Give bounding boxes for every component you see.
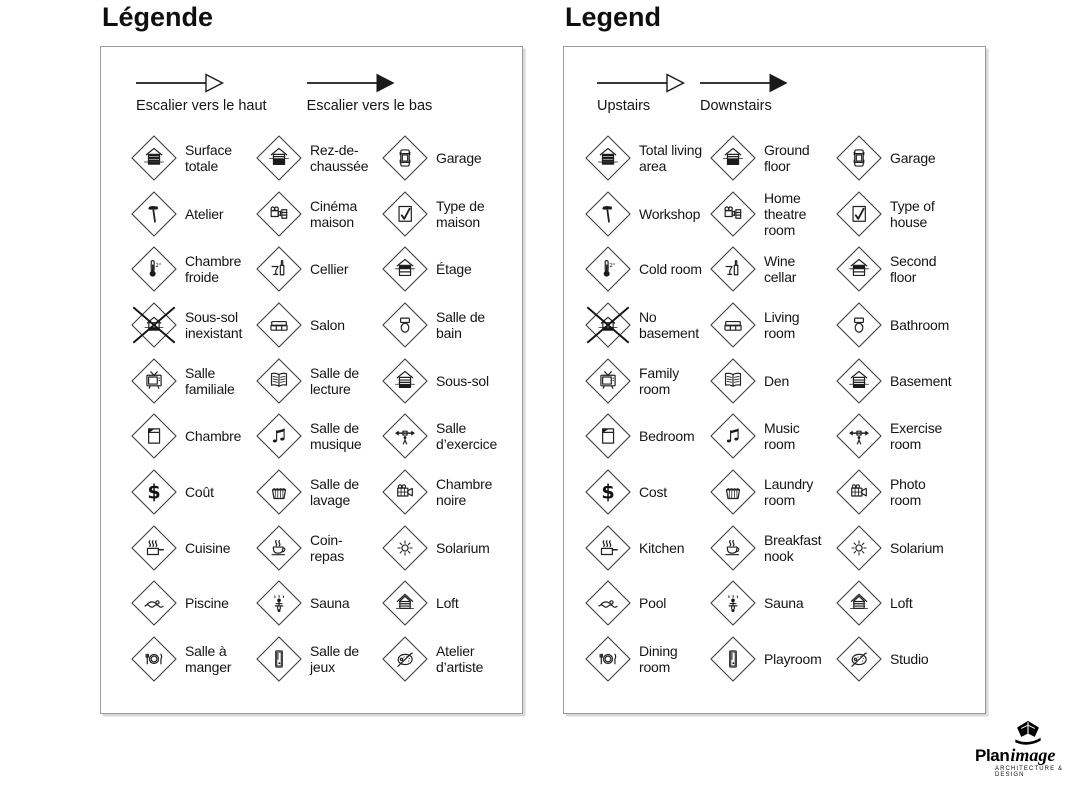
wine-cellar-icon xyxy=(710,246,756,292)
legend-item-label: Ground floor xyxy=(764,141,810,174)
legend-item xyxy=(836,246,956,292)
cold-room-icon xyxy=(585,246,631,292)
legend-item-label: Cuisine xyxy=(185,539,231,556)
legend-item-label: Studio xyxy=(890,651,929,668)
legend-item-label: Salle de musique xyxy=(310,420,362,453)
living-room-icon xyxy=(256,302,302,348)
legend-item-label: Pool xyxy=(639,595,667,612)
family-room-icon xyxy=(585,358,631,404)
second-floor-icon xyxy=(836,246,882,292)
logo-image-text: image xyxy=(1010,745,1056,765)
legend-item-label: Surface totale xyxy=(185,141,232,174)
total-living-area-icon xyxy=(131,135,177,181)
legend-item-label: Rez-de-chaussée xyxy=(310,141,369,174)
legend-item-label: Type of house xyxy=(890,197,935,230)
legend-item-label: Music room xyxy=(764,420,800,453)
legend-item xyxy=(131,246,256,292)
legend-item-label: Den xyxy=(764,372,790,389)
photo-room-icon xyxy=(382,469,428,515)
legend-item xyxy=(131,413,256,459)
legend-item-label: Dining room xyxy=(639,643,678,676)
home-theatre-icon xyxy=(710,191,756,237)
total-living-area-icon xyxy=(585,135,631,181)
legend-item xyxy=(382,246,502,292)
legend-item xyxy=(710,190,836,238)
legend-item-label: Atelier d’artiste xyxy=(436,643,484,676)
stairs-down-entry xyxy=(307,73,433,114)
playroom-icon xyxy=(256,636,302,682)
legend-item-label: Second floor xyxy=(890,253,937,286)
legend-item xyxy=(710,358,836,404)
legend-item-label: Sous-sol xyxy=(436,372,489,389)
legend-item xyxy=(836,358,956,404)
legend-item xyxy=(256,469,382,515)
legend-item-label: No basement xyxy=(639,308,699,341)
legend-item xyxy=(836,413,956,459)
page-title-english: Legend xyxy=(565,2,662,32)
legend-item xyxy=(836,469,956,515)
legend-item xyxy=(710,135,836,181)
legend-item xyxy=(382,469,502,515)
legend-item-label: Salle de lavage xyxy=(310,475,359,508)
legend-item xyxy=(382,358,502,404)
legend-item xyxy=(710,525,836,571)
legend-item xyxy=(710,302,836,348)
legend-item xyxy=(382,525,502,571)
legend-item-label: Solarium xyxy=(890,539,944,556)
legend-item xyxy=(131,191,256,237)
cost-icon xyxy=(585,469,631,515)
legend-item-label: Garage xyxy=(890,149,936,166)
home-theatre-icon xyxy=(256,191,302,237)
legend-item-label: Laundry room xyxy=(764,475,814,508)
legend-item-label: Atelier xyxy=(185,205,224,222)
legend-item-label: Salle de bain xyxy=(436,308,485,341)
type-of-house-icon xyxy=(382,191,428,237)
solarium-icon xyxy=(382,525,428,571)
stairs-up-label: Escalier vers le haut xyxy=(136,98,267,114)
legend-item-label: Salle familiale xyxy=(185,364,235,397)
pool-icon xyxy=(131,580,177,626)
legend-item xyxy=(131,358,256,404)
legend-item xyxy=(256,358,382,404)
ground-floor-icon xyxy=(710,135,756,181)
breakfast-nook-icon xyxy=(710,525,756,571)
legend-item-label: Salon xyxy=(310,316,345,333)
legend-item xyxy=(710,580,836,626)
legend-item xyxy=(256,636,382,682)
stairs-down-arrow-icon xyxy=(307,73,395,93)
sauna-icon xyxy=(710,580,756,626)
legend-item xyxy=(585,191,710,237)
basement-icon xyxy=(836,358,882,404)
legend-item xyxy=(836,135,956,181)
legend-item-label: Type de maison xyxy=(436,197,485,230)
legend-item xyxy=(836,525,956,571)
legend-item-label: Bathroom xyxy=(890,316,950,333)
cost-icon xyxy=(131,469,177,515)
legend-item xyxy=(256,302,382,348)
legend-item xyxy=(382,413,502,459)
legend-item xyxy=(710,469,836,515)
legend-item-label: Cost xyxy=(639,483,667,500)
planimage-wordmark xyxy=(975,747,1075,765)
legend-item-label: Salle d’exercice xyxy=(436,420,498,453)
logo-tagline: ARCHITECTURE & DESIGN xyxy=(995,766,1064,778)
legend-item-label: Coin-repas xyxy=(310,531,345,564)
living-room-icon xyxy=(710,302,756,348)
legend-panel-english xyxy=(563,46,986,714)
studio-icon xyxy=(382,636,428,682)
bathroom-icon xyxy=(382,302,428,348)
solarium-icon xyxy=(836,525,882,571)
legend-item-label: Cold room xyxy=(639,261,702,278)
stairs-up-arrow-icon xyxy=(136,73,224,93)
legend-item xyxy=(131,135,256,181)
legend-item-label: Workshop xyxy=(639,205,701,222)
legend-item xyxy=(836,580,956,626)
legend-item-label: Loft xyxy=(436,595,459,612)
legend-item-label: Cinéma maison xyxy=(310,197,358,230)
legend-item-label: Chambre froide xyxy=(185,253,242,286)
legend-item xyxy=(131,636,256,682)
legend-item-label: Living room xyxy=(764,308,800,341)
loft-icon xyxy=(836,580,882,626)
legend-item-label: Wine cellar xyxy=(764,253,797,286)
kitchen-icon xyxy=(585,525,631,571)
stair-arrow-key-french xyxy=(101,47,522,114)
logo-plan-text: Plan xyxy=(975,746,1010,765)
legend-item xyxy=(131,525,256,571)
legend-item-label: Solarium xyxy=(436,539,490,556)
legend-item xyxy=(836,302,956,348)
legend-item xyxy=(256,191,382,237)
legend-item-label: Étage xyxy=(436,261,472,278)
ground-floor-icon xyxy=(256,135,302,181)
legend-item xyxy=(256,413,382,459)
legend-item-label: Piscine xyxy=(185,595,229,612)
legend-item xyxy=(585,636,710,682)
bedroom-icon xyxy=(585,413,631,459)
legend-item-label: Family room xyxy=(639,364,680,397)
laundry-room-icon xyxy=(710,469,756,515)
legend-item xyxy=(131,302,256,348)
stairs-up-entry xyxy=(136,73,267,114)
legend-item xyxy=(131,580,256,626)
exercise-room-icon xyxy=(836,413,882,459)
legend-item xyxy=(382,636,502,682)
legend-item xyxy=(382,302,502,348)
stairs-down-arrow-icon xyxy=(700,73,788,93)
bathroom-icon xyxy=(836,302,882,348)
legend-item xyxy=(585,580,710,626)
legend-item-label: Garage xyxy=(436,149,482,166)
stairs-up-arrow-icon xyxy=(597,73,685,93)
icon-grid-english xyxy=(585,130,956,687)
no-basement-icon xyxy=(131,302,177,348)
loft-icon xyxy=(382,580,428,626)
kitchen-icon xyxy=(131,525,177,571)
legend-item xyxy=(585,469,710,515)
legend-item-label: Chambre noire xyxy=(436,475,493,508)
legend-item-label: Kitchen xyxy=(639,539,685,556)
stairs-up-entry xyxy=(597,73,685,114)
legend-item-label: Breakfast nook xyxy=(764,531,822,564)
legend-item xyxy=(836,191,956,237)
stairs-down-label: Downstairs xyxy=(700,98,772,114)
stairs-down-label: Escalier vers le bas xyxy=(306,98,433,114)
cold-room-icon xyxy=(131,246,177,292)
den-icon xyxy=(710,358,756,404)
legend-item xyxy=(585,525,710,571)
icon-grid-french xyxy=(131,130,502,687)
playroom-icon xyxy=(710,636,756,682)
pool-icon xyxy=(585,580,631,626)
sauna-icon xyxy=(256,580,302,626)
legend-item xyxy=(256,525,382,571)
legend-panel-french xyxy=(100,46,523,714)
dining-room-icon xyxy=(585,636,631,682)
basement-icon xyxy=(382,358,428,404)
type-of-house-icon xyxy=(836,191,882,237)
photo-room-icon xyxy=(836,469,882,515)
second-floor-icon xyxy=(382,246,428,292)
family-room-icon xyxy=(131,358,177,404)
legend-item xyxy=(710,246,836,292)
breakfast-nook-icon xyxy=(256,525,302,571)
legend-item-label: Home theatre room xyxy=(764,189,807,238)
workshop-icon xyxy=(585,191,631,237)
stairs-up-label: Upstairs xyxy=(597,98,651,114)
stairs-down-entry xyxy=(700,73,788,114)
legend-item xyxy=(585,358,710,404)
legend-item xyxy=(585,135,710,181)
legend-item-label: Coût xyxy=(185,483,214,500)
garage-icon xyxy=(836,135,882,181)
legend-item-label: Exercise room xyxy=(890,420,943,453)
legend-item xyxy=(585,246,710,292)
legend-item-label: Basement xyxy=(890,372,952,389)
studio-icon xyxy=(836,636,882,682)
legend-item-label: Sauna xyxy=(764,595,804,612)
legend-item xyxy=(382,135,502,181)
legend-item-label: Total living area xyxy=(639,141,702,174)
legend-item xyxy=(256,246,382,292)
music-room-icon xyxy=(710,413,756,459)
bedroom-icon xyxy=(131,413,177,459)
legend-item xyxy=(710,636,836,682)
legend-item-label: Photo room xyxy=(890,475,926,508)
exercise-room-icon xyxy=(382,413,428,459)
legend-item-label: Cellier xyxy=(310,261,349,278)
legend-item xyxy=(382,191,502,237)
legend-item-label: Chambre xyxy=(185,428,242,445)
legend-item xyxy=(585,413,710,459)
planimage-logo-mark-icon xyxy=(1011,720,1045,747)
wine-cellar-icon xyxy=(256,246,302,292)
planimage-logo xyxy=(975,720,1075,778)
legend-item-label: Salle de jeux xyxy=(310,643,359,676)
workshop-icon xyxy=(131,191,177,237)
dining-room-icon xyxy=(131,636,177,682)
legend-item xyxy=(836,636,956,682)
legend-item-label: Loft xyxy=(890,595,913,612)
laundry-room-icon xyxy=(256,469,302,515)
legend-item-label: Bedroom xyxy=(639,428,695,445)
legend-item-label: Sous-sol inexistant xyxy=(185,308,243,341)
den-icon xyxy=(256,358,302,404)
legend-item-label: Playroom xyxy=(764,651,822,668)
legend-item xyxy=(256,580,382,626)
stair-arrow-key-english xyxy=(564,47,985,114)
legend-item xyxy=(131,469,256,515)
legend-item-label: Salle à manger xyxy=(185,643,232,676)
page-title-french: Légende xyxy=(102,2,214,32)
legend-item xyxy=(256,135,382,181)
legend-item xyxy=(710,413,836,459)
legend-item-label: Salle de lecture xyxy=(310,364,359,397)
garage-icon xyxy=(382,135,428,181)
legend-item-label: Sauna xyxy=(310,595,350,612)
legend-item xyxy=(585,302,710,348)
music-room-icon xyxy=(256,413,302,459)
no-basement-icon xyxy=(585,302,631,348)
legend-item xyxy=(382,580,502,626)
